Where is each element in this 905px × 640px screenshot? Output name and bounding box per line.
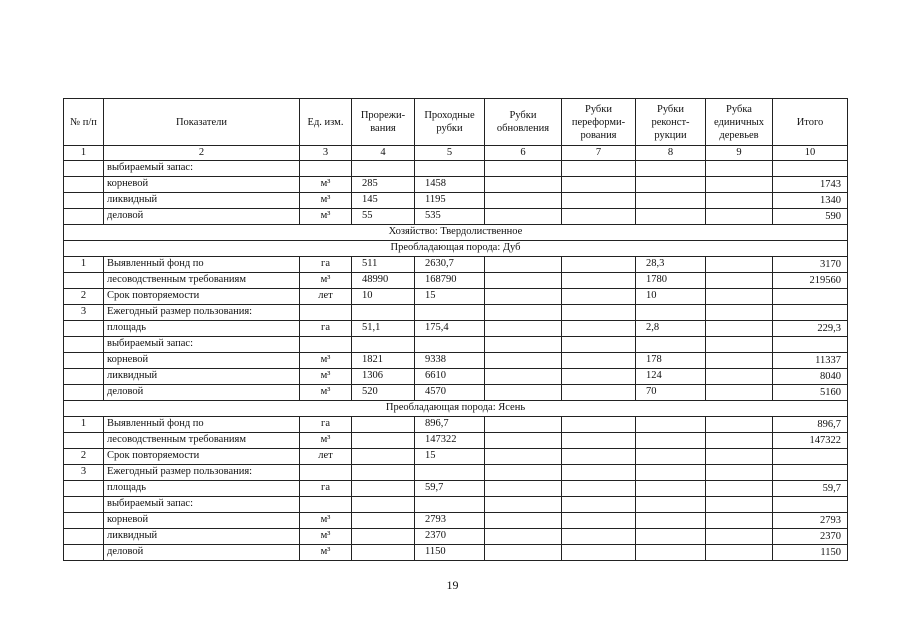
value-cell	[636, 449, 706, 465]
value-cell	[562, 545, 636, 561]
value-cell	[706, 449, 773, 465]
value-cell	[485, 337, 562, 353]
unit-cell: лет	[300, 289, 352, 305]
value-cell: 896,7	[415, 417, 485, 433]
value-cell	[562, 513, 636, 529]
col-header-reconstruction: Рубки реконст-рукции	[636, 99, 706, 146]
value-cell: 124	[636, 369, 706, 385]
value-cell	[706, 545, 773, 561]
row-number	[64, 529, 104, 545]
col-header-thinning: Прорежи-вания	[352, 99, 415, 146]
value-cell	[485, 273, 562, 289]
value-cell: 285	[352, 177, 415, 193]
indicator-label: корневой	[104, 177, 300, 193]
value-cell	[636, 161, 706, 177]
value-cell	[706, 177, 773, 193]
value-cell	[636, 481, 706, 497]
row-number	[64, 161, 104, 177]
value-cell	[352, 529, 415, 545]
table-row	[64, 193, 848, 209]
value-cell	[706, 305, 773, 321]
value-cell: 51,1	[352, 321, 415, 337]
row-number	[64, 353, 104, 369]
value-cell	[706, 209, 773, 225]
table-row	[64, 433, 848, 449]
value-cell	[562, 193, 636, 209]
row-number	[64, 337, 104, 353]
total-cell: 896,7	[773, 417, 848, 433]
value-cell	[485, 497, 562, 513]
value-cell	[352, 433, 415, 449]
value-cell: 15	[415, 289, 485, 305]
value-cell	[706, 289, 773, 305]
value-cell	[352, 465, 415, 481]
value-cell	[706, 433, 773, 449]
value-cell	[706, 369, 773, 385]
indicator-label: корневой	[104, 353, 300, 369]
page-number: 19	[446, 578, 459, 592]
value-cell	[415, 497, 485, 513]
value-cell	[352, 545, 415, 561]
table-row	[64, 161, 848, 177]
total-cell: 1743	[773, 177, 848, 193]
table-row	[64, 497, 848, 513]
value-cell	[636, 433, 706, 449]
value-cell	[562, 353, 636, 369]
value-cell	[562, 177, 636, 193]
col-header-passing-cuts: Проходные рубки	[415, 99, 485, 146]
value-cell: 147322	[415, 433, 485, 449]
section-header-row	[64, 241, 848, 257]
value-cell	[636, 305, 706, 321]
col-number: 7	[562, 146, 636, 161]
row-number	[64, 385, 104, 401]
value-cell	[485, 369, 562, 385]
section-title: Хозяйство: Твердолиственное	[64, 225, 848, 241]
value-cell	[636, 529, 706, 545]
value-cell	[706, 273, 773, 289]
row-number	[64, 433, 104, 449]
value-cell: 9338	[415, 353, 485, 369]
table-row	[64, 449, 848, 465]
indicator-label: площадь	[104, 481, 300, 497]
total-cell	[773, 449, 848, 465]
value-cell	[562, 385, 636, 401]
value-cell	[562, 321, 636, 337]
value-cell	[485, 449, 562, 465]
value-cell: 15	[415, 449, 485, 465]
value-cell	[706, 161, 773, 177]
forest-use-table	[63, 98, 848, 561]
total-cell	[773, 337, 848, 353]
total-cell: 2370	[773, 529, 848, 545]
value-cell: 28,3	[636, 257, 706, 273]
value-cell: 1306	[352, 369, 415, 385]
unit-cell: м³	[300, 433, 352, 449]
table-row	[64, 481, 848, 497]
value-cell	[352, 417, 415, 433]
table-body	[64, 161, 848, 561]
indicator-label: Срок повторяемости	[104, 449, 300, 465]
value-cell	[485, 529, 562, 545]
indicator-label: площадь	[104, 321, 300, 337]
value-cell: 1821	[352, 353, 415, 369]
value-cell: 175,4	[415, 321, 485, 337]
value-cell: 70	[636, 385, 706, 401]
unit-cell: м³	[300, 529, 352, 545]
value-cell	[636, 545, 706, 561]
unit-cell	[300, 465, 352, 481]
value-cell	[485, 465, 562, 481]
row-number: 2	[64, 289, 104, 305]
table-row	[64, 257, 848, 273]
value-cell: 2,8	[636, 321, 706, 337]
value-cell	[562, 257, 636, 273]
unit-cell: м³	[300, 513, 352, 529]
value-cell	[415, 337, 485, 353]
value-cell	[485, 513, 562, 529]
table-row	[64, 321, 848, 337]
indicator-label: лесоводственным требованиям	[104, 433, 300, 449]
unit-cell: м³	[300, 545, 352, 561]
value-cell	[706, 193, 773, 209]
total-cell: 2793	[773, 513, 848, 529]
indicator-label: деловой	[104, 385, 300, 401]
total-cell	[773, 305, 848, 321]
value-cell	[415, 465, 485, 481]
value-cell	[485, 161, 562, 177]
value-cell	[562, 161, 636, 177]
total-cell	[773, 497, 848, 513]
section-header-row	[64, 225, 848, 241]
value-cell	[562, 433, 636, 449]
value-cell: 59,7	[415, 481, 485, 497]
indicator-label: Ежегодный размер пользования:	[104, 465, 300, 481]
value-cell: 520	[352, 385, 415, 401]
unit-cell	[300, 161, 352, 177]
section-title: Преобладающая порода: Дуб	[64, 241, 848, 257]
value-cell	[415, 305, 485, 321]
value-cell: 168790	[415, 273, 485, 289]
value-cell: 10	[352, 289, 415, 305]
indicator-label: Выявленный фонд по	[104, 417, 300, 433]
unit-cell	[300, 337, 352, 353]
col-number: 9	[706, 146, 773, 161]
value-cell: 2370	[415, 529, 485, 545]
value-cell	[352, 337, 415, 353]
value-cell	[636, 497, 706, 513]
value-cell	[706, 497, 773, 513]
value-cell	[352, 305, 415, 321]
table-row	[64, 545, 848, 561]
total-cell: 1340	[773, 193, 848, 209]
row-number	[64, 545, 104, 561]
value-cell: 48990	[352, 273, 415, 289]
total-cell	[773, 161, 848, 177]
value-cell	[485, 481, 562, 497]
row-number	[64, 513, 104, 529]
total-cell: 219560	[773, 273, 848, 289]
value-cell	[706, 417, 773, 433]
unit-cell	[300, 305, 352, 321]
value-cell	[415, 161, 485, 177]
col-header-indicator: Показатели	[104, 99, 300, 146]
value-cell	[352, 481, 415, 497]
value-cell: 1780	[636, 273, 706, 289]
value-cell	[352, 497, 415, 513]
total-cell: 229,3	[773, 321, 848, 337]
indicator-label: корневой	[104, 513, 300, 529]
total-cell: 5160	[773, 385, 848, 401]
col-number: 5	[415, 146, 485, 161]
unit-cell: м³	[300, 369, 352, 385]
value-cell	[706, 257, 773, 273]
col-header-unit: Ед. изм.	[300, 99, 352, 146]
indicator-label: выбираемый запас:	[104, 161, 300, 177]
value-cell	[485, 193, 562, 209]
indicator-label: Выявленный фонд по	[104, 257, 300, 273]
indicator-label: деловой	[104, 545, 300, 561]
col-number: 10	[773, 146, 848, 161]
unit-cell: м³	[300, 353, 352, 369]
col-number: 3	[300, 146, 352, 161]
table-row	[64, 353, 848, 369]
row-number	[64, 481, 104, 497]
table-row	[64, 385, 848, 401]
column-number-row	[64, 146, 848, 161]
value-cell	[636, 337, 706, 353]
col-number: 8	[636, 146, 706, 161]
value-cell	[352, 449, 415, 465]
total-cell	[773, 465, 848, 481]
unit-cell: га	[300, 257, 352, 273]
unit-cell: га	[300, 417, 352, 433]
row-number	[64, 209, 104, 225]
table-row	[64, 529, 848, 545]
indicator-label: ликвидный	[104, 193, 300, 209]
total-cell: 590	[773, 209, 848, 225]
row-number	[64, 369, 104, 385]
value-cell	[706, 513, 773, 529]
value-cell	[485, 209, 562, 225]
value-cell	[562, 497, 636, 513]
row-number: 2	[64, 449, 104, 465]
value-cell	[706, 385, 773, 401]
col-header-renewal: Рубки обновления	[485, 99, 562, 146]
unit-cell: лет	[300, 449, 352, 465]
value-cell	[352, 161, 415, 177]
col-number: 1	[64, 146, 104, 161]
value-cell: 55	[352, 209, 415, 225]
value-cell	[636, 465, 706, 481]
total-cell: 1150	[773, 545, 848, 561]
value-cell: 1458	[415, 177, 485, 193]
table-row	[64, 513, 848, 529]
value-cell: 6610	[415, 369, 485, 385]
indicator-label: Срок повторяемости	[104, 289, 300, 305]
total-cell: 11337	[773, 353, 848, 369]
total-cell: 3170	[773, 257, 848, 273]
indicator-label: Ежегодный размер пользования:	[104, 305, 300, 321]
col-header-reformation: Рубки переформи-рования	[562, 99, 636, 146]
row-number: 3	[64, 465, 104, 481]
value-cell	[562, 529, 636, 545]
row-number: 1	[64, 417, 104, 433]
table-row	[64, 417, 848, 433]
section-title: Преобладающая порода: Ясень	[64, 401, 848, 417]
value-cell: 1195	[415, 193, 485, 209]
value-cell	[485, 417, 562, 433]
unit-cell: м³	[300, 177, 352, 193]
value-cell	[562, 337, 636, 353]
value-cell: 511	[352, 257, 415, 273]
value-cell: 145	[352, 193, 415, 209]
value-cell	[636, 177, 706, 193]
total-cell: 59,7	[773, 481, 848, 497]
table-row	[64, 177, 848, 193]
unit-cell: м³	[300, 385, 352, 401]
value-cell	[636, 417, 706, 433]
table-row	[64, 209, 848, 225]
value-cell	[636, 513, 706, 529]
value-cell	[485, 177, 562, 193]
value-cell	[706, 465, 773, 481]
table-row	[64, 337, 848, 353]
col-number: 2	[104, 146, 300, 161]
unit-cell: га	[300, 321, 352, 337]
value-cell	[706, 481, 773, 497]
indicator-label: деловой	[104, 209, 300, 225]
total-cell: 8040	[773, 369, 848, 385]
col-header-total: Итого	[773, 99, 848, 146]
indicator-label: лесоводственным требованиям	[104, 273, 300, 289]
value-cell: 10	[636, 289, 706, 305]
indicator-label: ликвидный	[104, 369, 300, 385]
value-cell	[562, 369, 636, 385]
indicator-label: выбираемый запас:	[104, 497, 300, 513]
row-number: 3	[64, 305, 104, 321]
value-cell	[706, 321, 773, 337]
value-cell	[485, 433, 562, 449]
value-cell	[485, 353, 562, 369]
col-header-single-trees: Рубка единичных деревьев	[706, 99, 773, 146]
value-cell	[562, 209, 636, 225]
table-row	[64, 369, 848, 385]
col-header-no: № п/п	[64, 99, 104, 146]
indicator-label: ликвидный	[104, 529, 300, 545]
row-number	[64, 273, 104, 289]
total-cell: 147322	[773, 433, 848, 449]
value-cell	[706, 529, 773, 545]
row-number	[64, 193, 104, 209]
value-cell	[485, 545, 562, 561]
value-cell	[562, 481, 636, 497]
value-cell	[562, 273, 636, 289]
value-cell: 1150	[415, 545, 485, 561]
value-cell	[562, 465, 636, 481]
value-cell	[562, 305, 636, 321]
value-cell: 4570	[415, 385, 485, 401]
value-cell: 178	[636, 353, 706, 369]
unit-cell: м³	[300, 273, 352, 289]
row-number: 1	[64, 257, 104, 273]
col-number: 4	[352, 146, 415, 161]
value-cell	[485, 289, 562, 305]
table-row	[64, 289, 848, 305]
value-cell	[636, 193, 706, 209]
value-cell	[352, 513, 415, 529]
value-cell	[706, 353, 773, 369]
value-cell	[636, 209, 706, 225]
table-row	[64, 273, 848, 289]
unit-cell: м³	[300, 193, 352, 209]
value-cell	[485, 385, 562, 401]
value-cell	[485, 257, 562, 273]
value-cell	[562, 449, 636, 465]
row-number	[64, 497, 104, 513]
value-cell	[562, 417, 636, 433]
table-row	[64, 305, 848, 321]
value-cell	[485, 305, 562, 321]
unit-cell	[300, 497, 352, 513]
value-cell: 2793	[415, 513, 485, 529]
section-header-row	[64, 401, 848, 417]
indicator-label: выбираемый запас:	[104, 337, 300, 353]
value-cell: 535	[415, 209, 485, 225]
value-cell	[562, 289, 636, 305]
unit-cell: га	[300, 481, 352, 497]
unit-cell: м³	[300, 209, 352, 225]
row-number	[64, 321, 104, 337]
value-cell: 2630,7	[415, 257, 485, 273]
total-cell	[773, 289, 848, 305]
row-number	[64, 177, 104, 193]
value-cell	[485, 321, 562, 337]
header-row	[64, 99, 848, 146]
value-cell	[706, 337, 773, 353]
table-row	[64, 465, 848, 481]
col-number: 6	[485, 146, 562, 161]
